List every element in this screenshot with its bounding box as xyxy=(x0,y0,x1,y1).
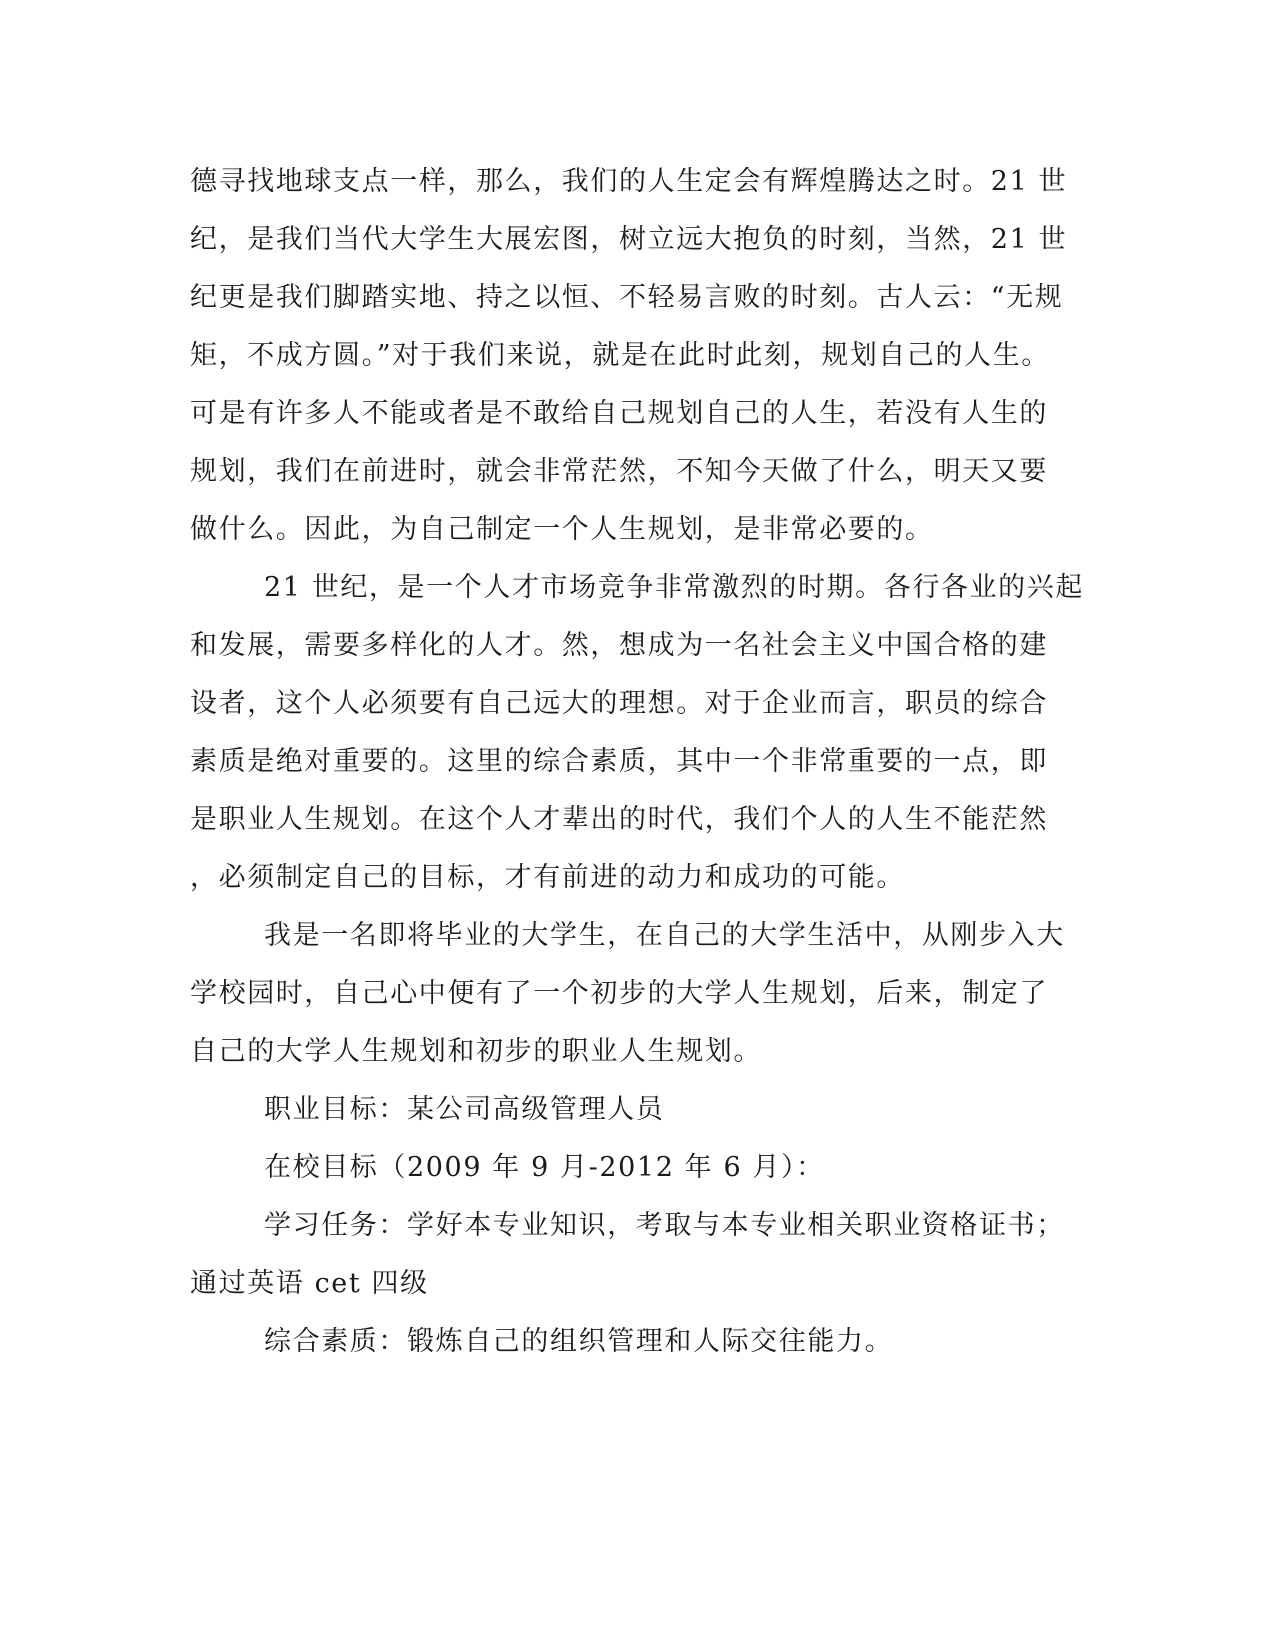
paragraph-1-line-2: 纪，是我们当代大学生大展宏图，树立远大抱负的时刻，当然，21 世 xyxy=(190,224,1068,255)
paragraph-2-line-5: 是职业人生规划。在这个人才辈出的时代，我们个人的人生不能茫然 xyxy=(190,804,1048,835)
paragraph-1-line-5: 可是有许多人不能或者是不敢给自己规划自己的人生，若没有人生的 xyxy=(190,398,1048,429)
study-task-line-2: 通过英语 cet 四级 xyxy=(190,1268,429,1299)
paragraph-1-line-7: 做什么。因此，为自己制定一个人生规划，是非常必要的。 xyxy=(190,514,934,545)
paragraph-1-line-4: 矩，不成方圆。”对于我们来说，就是在此时此刻，规划自己的人生。 xyxy=(190,340,1050,371)
paragraph-2-line-1: 21 世纪，是一个人才市场竞争非常激烈的时期。各行各业的兴起 xyxy=(264,572,1084,603)
career-goal-line: 职业目标：某公司高级管理人员 xyxy=(264,1094,665,1125)
paragraph-2-line-3: 设者，这个人必须要有自己远大的理想。对于企业而言，职员的综合 xyxy=(190,688,1048,719)
paragraph-3-line-1: 我是一名即将毕业的大学生，在自己的大学生活中，从刚步入大 xyxy=(264,920,1065,951)
paragraph-2-line-6: ，必须制定自己的目标，才有前进的动力和成功的可能。 xyxy=(190,862,905,893)
paragraph-1-line-3: 纪更是我们脚踏实地、持之以恒、不轻易言败的时刻。古人云：“无规 xyxy=(190,282,1064,313)
paragraph-1-line-6: 规划，我们在前进时，就会非常茫然，不知今天做了什么，明天又要 xyxy=(190,456,1048,487)
paragraph-1-line-1: 德寻找地球支点一样，那么，我们的人生定会有辉煌腾达之时。21 世 xyxy=(190,166,1068,197)
paragraph-3-line-3: 自己的大学人生规划和初步的职业人生规划。 xyxy=(190,1036,762,1067)
paragraph-2-line-2: 和发展，需要多样化的人才。然，想成为一名社会主义中国合格的建 xyxy=(190,630,1048,661)
paragraph-3-line-2: 学校园时，自己心中便有了一个初步的大学人生规划，后来，制定了 xyxy=(190,978,1048,1009)
paragraph-2-line-4: 素质是绝对重要的。这里的综合素质，其中一个非常重要的一点，即 xyxy=(190,746,1048,777)
school-goal-line: 在校目标（2009 年 9 月-2012 年 6 月）： xyxy=(264,1152,825,1183)
study-task-line-1: 学习任务：学好本专业知识，考取与本专业相关职业资格证书； xyxy=(264,1210,1065,1241)
overall-quality-line: 综合素质：锻炼自己的组织管理和人际交往能力。 xyxy=(264,1326,894,1357)
